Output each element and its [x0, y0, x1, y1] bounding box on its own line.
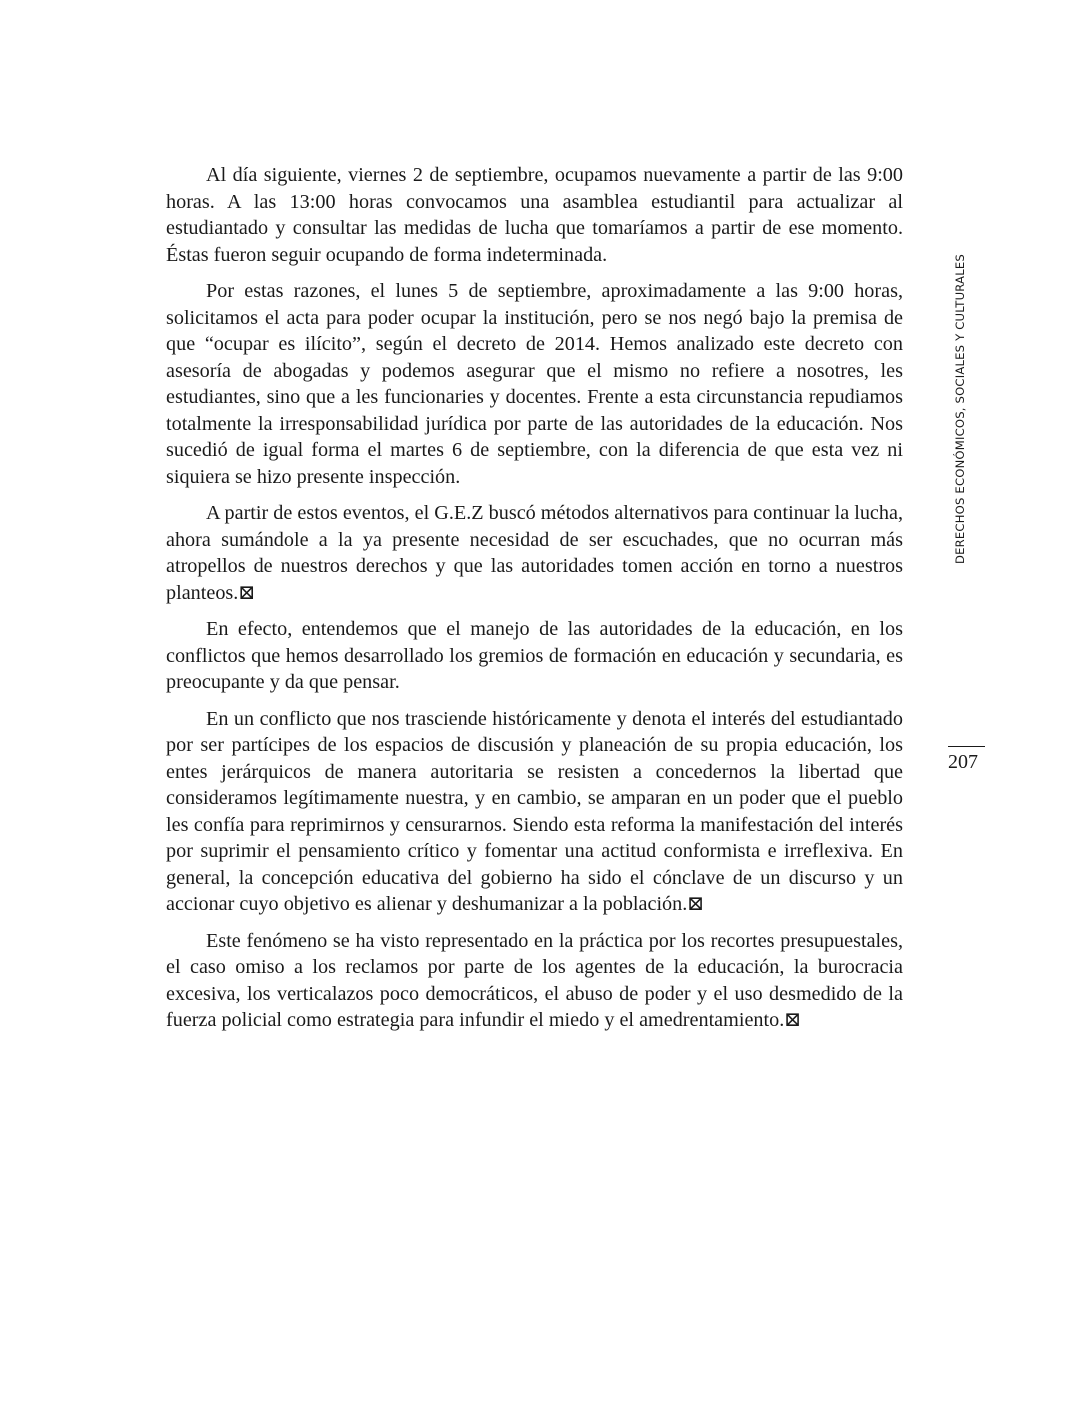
paragraph-2: [166, 278, 903, 490]
running-head: DERECHOS ECONÓMICOS, SOCIALES Y CULTURALES: [953, 254, 967, 564]
paragraph-4-text: En efecto, entendemos que el manejo de las autoridades de la educación, en los conflictos que hemos desarrollado los gremios de formación en educación y secundaria, es preocupante y da que pensar.: [166, 618, 903, 693]
body-text: [166, 162, 903, 1044]
end-mark-icon: ⊠: [238, 581, 256, 604]
paragraph-5: [166, 706, 903, 918]
paragraph-6: [166, 928, 903, 1034]
end-mark-icon: ⊠: [784, 1009, 802, 1031]
paragraph-1-text: Al día siguiente, viernes 2 de septiembre, ocupamos nuevamente a partir de las 9:00 horas. A las 13:00 horas convocamos una asamblea estudiantil para actualizar al estudiantado y consultar las medidas de lucha que tomaríamos a partir de ese momento. Éstas fueron seguir ocupando de forma indeterminada.: [166, 164, 903, 266]
paragraph-2-text: Por estas razones, el lunes 5 de septiembre, aproximadamente a las 9:00 horas, solicitamos el acta para poder ocupar la institución, pero se nos negó bajo la premisa de que “ocupar es ilícito”, según el decreto de 2014. Hemos analizado este decreto con asesoría de abogadas y podemos asegurar que el mismo no refiere a nosotres, les estudiantes, sino que a les funcionaries y docentes. Frente a esta circunstancia repudiamos totalmente la irresponsabilidad jurídica por parte de las autoridades de la educación. Nos sucedió de igual forma el martes 6 de septiembre, con la diferencia de que esta vez ni siquiera se hizo presente inspección.: [166, 280, 903, 488]
paragraph-3: [166, 500, 903, 606]
paragraph-4: [166, 616, 903, 696]
paragraph-5-text: En un conflicto que nos trasciende históricamente y denota el interés del estudiantado por ser partícipes de los espacios de discusión y planeación de su propia educación, los entes jerárquicos de manera autoritaria se resisten a concedernos la libertad que consideramos legítimamente nuestra, y en cambio, se amparan en un poder que el pueblo les confía para reprimirnos y censurarnos. Siendo esta reforma la manifestación del interés por suprimir el pensamiento crítico y fomentar una actitud conformista e irreflexiva. En general, la concepción educativa del gobierno ha sido el cónclave de un discurso y un accionar cuyo objetivo es alienar y deshumanizar a la población.: [166, 707, 903, 915]
page-number: 207: [948, 751, 978, 773]
paragraph-6-text: Este fenómeno se ha visto representado en la práctica por los recortes presupuestales, el caso omiso a los reclamos por parte de los agentes de la educación, la burocracia excesiva, los verticalazos poco democráticos, el abuso de poder y el uso desmedido de la fuerza policial como estrategia para infundir el miedo y el amedrentamiento.: [166, 929, 903, 1031]
paragraph-1: [166, 162, 903, 268]
folio-rule: [948, 746, 985, 747]
paragraph-3-text: A partir de estos eventos, el G.E.Z buscó métodos alternativos para continuar la lucha, ahora sumándole a la ya presente necesidad de ser escuchades, que no ocurran más atropellos de nuestros derechos y que las autoridades tomen acción en torno a nuestros planteos.: [166, 502, 903, 604]
end-mark-icon: ⊠: [687, 893, 705, 915]
